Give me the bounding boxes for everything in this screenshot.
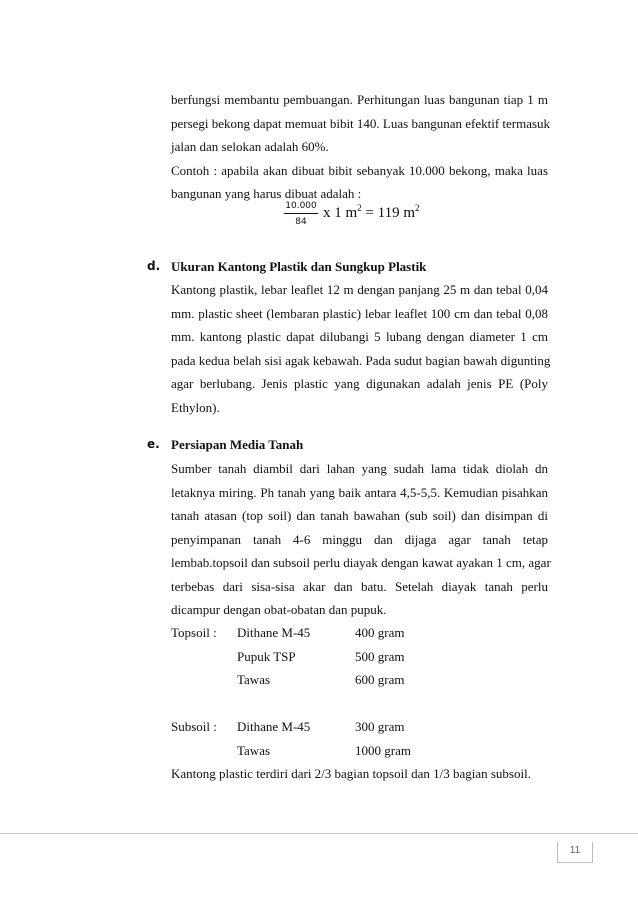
formula-equation [323,203,420,222]
para1-line-4: Contoh : apabila akan dibuat bibit sebanyak 10.000 bekong, maka luas [171,163,548,178]
section-d-line-2: mm. plastic sheet (lembaran plastic) lebar leaflet 100 cm dan tebal 0,08 [171,306,548,321]
subsoil-item-1: Dithane M-45 [237,719,311,734]
section-d-title: Ukuran Kantong Plastik dan Sungkup Plastik [171,259,427,274]
section-d-line-4: pada kedua belah sisi agak kebawah. Pada sudut bagian bawah digunting [171,353,551,368]
formula-prefix: x 1 m [323,205,358,221]
formula-denominator: 84 [295,217,307,227]
section-e-line-3: tanah atasan (top soil) dan tanah bawahan (sub soil) dan disimpan di [171,508,548,523]
section-e-title: Persiapan Media Tanah [171,437,304,452]
section-d-line-6: Ethylon). [171,400,220,415]
topsoil-item-2: Pupuk TSP [237,649,296,664]
topsoil-qty-1: 400 gram [355,625,405,640]
section-e-line-1: Sumber tanah diambil dari lahan yang sudah lama tidak diolah dn [171,461,548,476]
footer-rule [0,833,638,834]
para1-line-2: persegi bekong dapat memuat bibit 140. Luas bangunan efektif termasuk [171,116,551,131]
topsoil-item-1: Dithane M-45 [237,625,311,640]
para1-line-5: bangunan yang harus dibuat adalah : [171,186,362,201]
topsoil-item-3: Tawas [237,672,271,687]
para1-line-1: berfungsi membantu pembuangan. Perhitungan luas bangunan tiap 1 m [171,92,548,107]
topsoil-label: Topsoil : [171,625,217,640]
topsoil-qty-3: 600 gram [355,672,405,687]
section-e-line-4: penyimpanan tanah 4-6 minggu dan dijaga agar tanah tetap [171,532,548,547]
formula-numerator: 10.000 [284,200,318,214]
section-d-letter: d. [147,259,161,273]
subsoil-qty-2: 1000 gram [355,743,411,758]
formula-sup-1: 2 [357,203,362,213]
section-d-line-3: mm. kantong plastic dapat dilubangi 5 lubang dengan diameter 1 cm [171,329,548,344]
section-e-line-6: terbebas dari sisa-sisa akar dan batu. Setelah diayak tanah perlu [171,579,548,594]
para1-line-3: jalan dan selokan adalah 60%. [171,139,329,154]
section-e-line-5: lembab.topsoil dan subsoil perlu diayak dengan kawat ayakan 1 cm, agar [171,555,551,570]
section-e-letter: e. [147,437,160,451]
formula-equals: = 119 m [361,205,415,221]
subsoil-label: Subsoil : [171,719,217,734]
formula-sup-2: 2 [415,203,420,213]
section-d-line-1: Kantong plastik, lebar leaflet 12 m dengan panjang 25 m dan tebal 0,04 [171,282,548,297]
subsoil-item-2: Tawas [237,743,271,758]
page-number: 11 [557,842,593,863]
section-d-line-5: agar berlubang. Jenis plastic yang digunakan adalah jenis PE (Poly [171,376,548,391]
subsoil-qty-1: 300 gram [355,719,405,734]
section-e-closing: Kantong plastic terdiri dari 2/3 bagian topsoil dan 1/3 bagian subsoil. [171,766,531,781]
formula-fraction [284,200,318,228]
section-e-line-2: letaknya miring. Ph tanah yang baik antara 4,5-5,5. Kemudian pisahkan [171,485,548,500]
section-e-line-7: dicampur dengan obat-obatan dan pupuk. [171,602,387,617]
topsoil-qty-2: 500 gram [355,649,405,664]
